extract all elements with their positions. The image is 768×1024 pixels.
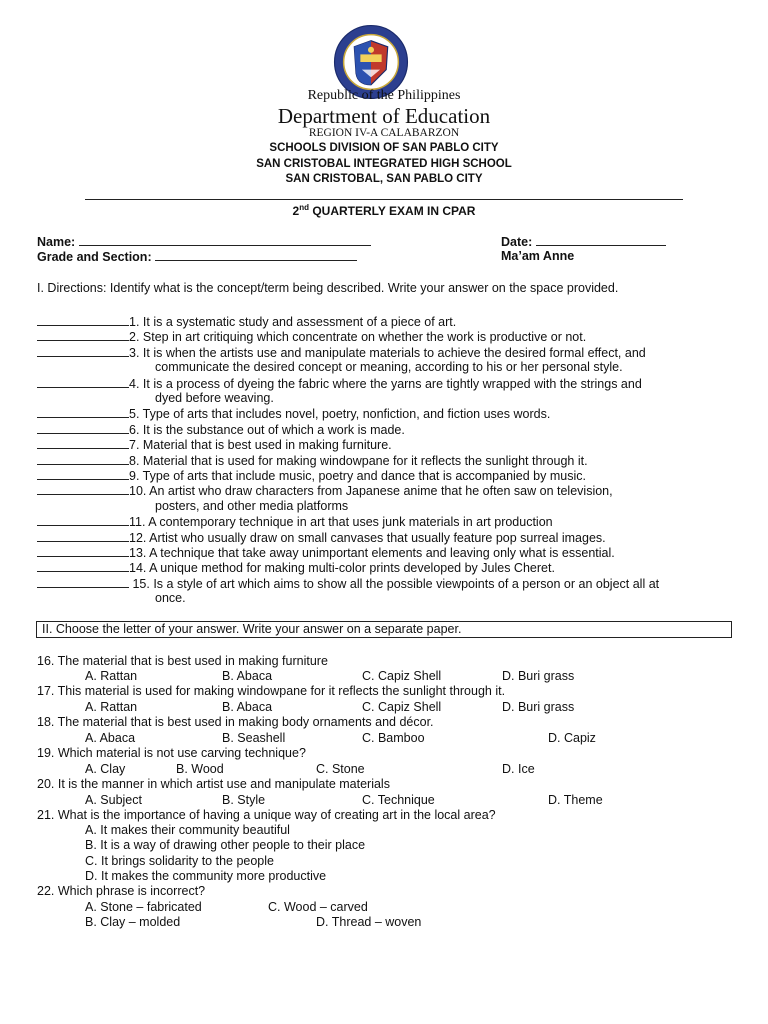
part1-item-text: 6. It is the substance out of which a work is made. [129,422,405,437]
q18-option-d: D. Capiz [548,731,596,745]
q17-option-c: C. Capiz Shell [362,700,442,714]
part1-item [37,314,456,331]
part1-item [37,483,613,500]
part1-item-text: 3. It is when the artists use and manipulate materials to achieve the desired formal effect, and [129,345,646,360]
answer-blank[interactable] [37,437,129,449]
answer-blank[interactable] [37,560,129,572]
part1-item [37,345,646,362]
exam-title [0,203,768,218]
part1-item [37,576,659,593]
part1-item-text: 11. A contemporary technique in art that uses junk materials in art production [129,515,553,530]
q19-option-d: D. Ice [502,762,535,776]
part1-item [37,453,588,470]
q20-option-b: B. Style [222,793,266,807]
part1-item-text: 1. It is a systematic study and assessment of a piece of art. [129,315,457,329]
part1-item [37,437,392,454]
part1-item [37,514,553,531]
q22-option-d: D. Thread – woven [316,915,422,929]
answer-blank[interactable] [37,376,129,388]
part1-item-text: 12. Artist who usually draw on small canvases that usually feature pop surreal images. [129,530,606,545]
part1-item [37,545,615,562]
part1-item [37,468,586,485]
q19-option-a: A. Clay [85,762,126,776]
q22-stem: 22. Which phrase is incorrect? [37,884,206,898]
answer-blank[interactable] [37,514,129,526]
q18-option-b: B. Seashell [222,731,286,745]
q19-option-c: C. Stone [316,762,365,776]
q17-option-a: A. Rattan [85,700,138,714]
name-field [37,234,371,249]
part2-directions: II. Choose the letter of your answer. Write your answer on a separate paper. [42,622,462,636]
part1-item [37,530,606,547]
q21-option-b: B. It is a way of drawing other people to their place [85,838,366,852]
part1-item-text: 2. Step in art critiquing which concentrate on whether the work is productive or not. [129,330,587,345]
q21-stem: 21. What is the importance of having a unique way of creating art in the local area? [37,808,496,822]
answer-blank[interactable] [37,576,129,588]
part1-item-text: 9. Type of arts that include music, poetry and dance that is accompanied by music. [129,469,586,483]
part1-item-text: 7. Material that is best used in making furniture. [129,438,392,453]
date-field [501,234,666,249]
answer-blank[interactable] [37,329,129,341]
header-region: REGION IV-A CALABARZON [308,127,460,139]
part1-item [37,422,405,439]
part1-item-text: 8. Material that is used for making windowpane for it reflects the sunlight through it. [129,453,588,468]
header-address: SAN CRISTOBAL, SAN PABLO CITY [285,173,483,185]
part1-item [37,376,642,393]
exam-title-text: QUARTERLY EXAM IN CPAR [309,204,476,218]
q18-option-c: C. Bamboo [362,731,425,745]
part1-item [37,406,550,423]
q21-option-c: C. It brings solidarity to the people [85,854,274,868]
q16-option-d: D. Buri grass [502,669,575,683]
exam-title-suffix: nd [299,203,309,212]
q18-stem: 18. The material that is best used in making body ornaments and décor. [37,715,434,729]
q22-option-a: A. Stone – fabricated [85,900,202,914]
part1-item-text: 14. A unique method for making multi-color prints developed by Jules Cheret. [129,561,555,576]
q20-option-d: D. Theme [548,793,603,807]
part1-item-text: 5. Type of arts that includes novel, poetry, nonfiction, and fiction uses words. [129,407,551,422]
q22-option-b: B. Clay – molded [85,915,181,929]
q19-option-b: B. Wood [176,762,224,776]
q16-option-a: A. Rattan [85,669,138,683]
q20-stem: 20. It is the manner in which artist use and manipulate materials [37,777,390,791]
part1-item [37,329,586,346]
part1-directions: I. Directions: Identify what is the concept/term being described. Write your answer on the space provided. [37,281,619,295]
answer-blank[interactable] [37,483,129,495]
date-blank[interactable] [536,234,666,246]
answer-blank[interactable] [37,468,129,480]
q21-option-a: A. It makes their community beautiful [85,823,290,837]
teacher-name: Ma’am Anne [501,249,575,263]
part1-item-text: 15. Is a style of art which aims to show all the possible viewpoints of a person or an object all at [129,576,660,591]
header-division: SCHOOLS DIVISION OF SAN PABLO CITY [269,142,499,154]
answer-blank[interactable] [37,422,129,434]
q16-option-c: C. Capiz Shell [362,669,442,683]
q20-option-a: A. Subject [85,793,142,807]
q19-stem: 19. Which material is not use carving technique? [37,746,306,760]
part1-item-continuation: posters, and other media platforms [155,498,349,513]
q21-option-d: D. It makes the community more productive [85,869,327,883]
header-separator [85,199,683,200]
part1-item-continuation: once. [155,591,186,606]
part1-item [37,560,555,577]
q17-option-b: B. Abaca [222,700,273,714]
answer-blank[interactable] [37,453,129,465]
q16-stem: 16. The material that is best used in making furniture [37,654,328,668]
q17-option-d: D. Buri grass [502,700,575,714]
q20-option-c: C. Technique [362,793,435,807]
header-department: Department of Education [277,104,491,128]
part1-item-text: 13. A technique that take away unimportant elements and leaving only what is essential. [129,546,615,560]
header-republic: Republic of the Philippines [307,88,461,103]
q18-option-a: A. Abaca [85,731,136,745]
answer-blank[interactable] [37,345,129,357]
q17-stem: 17. This material is used for making windowpane for it reflects the sunlight through it. [37,684,506,698]
part1-item-text: 10. An artist who draw characters from Japanese anime that he often saw on television, [129,484,613,499]
date-label: Date: [501,235,533,249]
part1-item-continuation: dyed before weaving. [155,391,274,405]
answer-blank[interactable] [37,314,129,326]
q22-option-c: C. Wood – carved [268,900,368,914]
grade-section-field [37,249,357,264]
grade-section-label: Grade and Section: [37,250,152,264]
answer-blank[interactable] [37,406,129,418]
grade-section-blank[interactable] [155,249,357,261]
part1-item-continuation: communicate the desired concept or meaning, according to his or her personal style. [155,360,623,375]
exam-title-ordinal: 2 [292,204,300,218]
header-school: SAN CRISTOBAL INTEGRATED HIGH SCHOOL [256,158,512,170]
answer-blank[interactable] [37,545,129,557]
part1-item-text: 4. It is a process of dyeing the fabric where the yarns are tightly wrapped with the strings and [129,376,642,391]
answer-blank[interactable] [37,530,129,542]
q16-option-b: B. Abaca [222,669,273,683]
name-label: Name: [37,235,76,249]
name-blank[interactable] [79,234,371,246]
